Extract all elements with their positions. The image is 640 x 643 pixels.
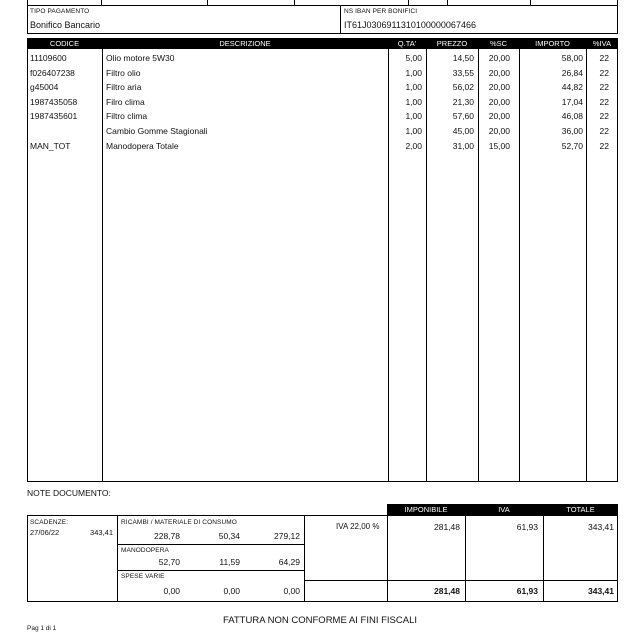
cell-quantity: 1,00	[405, 67, 422, 78]
cell-amount: 58,00	[561, 53, 583, 63]
cell-description: Filtro clima	[106, 111, 148, 122]
misc-label: SPESE VARIE	[121, 573, 165, 580]
payment-type-value: Bonifico Bancario	[30, 20, 101, 30]
column-header-discount: %SC	[489, 39, 508, 48]
payment-box	[27, 5, 618, 34]
cell-description: Manodopera Totale	[106, 140, 179, 151]
parts-total: 279,12	[274, 531, 300, 541]
total-taxable: 281,48	[434, 586, 460, 596]
cell-quantity: 2,00	[405, 140, 422, 151]
cell-price: 31,00	[452, 140, 474, 151]
cell-quantity: 1,00	[405, 82, 422, 93]
column-header-price: PREZZO	[436, 39, 468, 48]
cell-discount: 20,00	[488, 82, 510, 93]
cell-amount: 17,04	[561, 96, 583, 107]
cell-code: 1987435058	[30, 96, 78, 107]
deadlines-label: SCADENZE:	[30, 519, 69, 526]
cell-amount: 44,82	[561, 82, 583, 93]
parts-label: RICAMBI / MATERIALE DI CONSUMO	[121, 519, 237, 526]
cell-price: 56,02	[452, 82, 474, 93]
header-total: TOTALE	[566, 505, 595, 514]
iban-label: NS IBAN PER BONIFICI	[344, 8, 418, 15]
grand-total: 343,41	[588, 586, 614, 596]
labor-label: MANODOPERA	[121, 547, 169, 554]
cell-price: 45,00	[452, 126, 474, 136]
header-taxable: IMPONIBILE	[404, 505, 448, 514]
cell-amount: 26,84	[561, 67, 583, 78]
column-header-description: DESCRIZIONE	[219, 39, 271, 48]
cell-vat: 22	[599, 140, 609, 151]
cell-discount: 20,00	[488, 126, 510, 136]
page-number: Pag 1 di 1	[27, 625, 57, 632]
deadline-amount: 343,41	[90, 528, 113, 537]
cell-amount: 46,08	[561, 111, 583, 122]
cell-discount: 15,00	[488, 140, 510, 151]
cell-code: 11109600	[30, 53, 67, 63]
column-header-vat: %IVA	[592, 39, 612, 48]
labor-taxable: 52,70	[158, 557, 180, 567]
cell-quantity: 1,00	[405, 126, 422, 136]
cell-price: 21,30	[452, 96, 474, 107]
cell-vat: 22	[599, 111, 609, 122]
cell-quantity: 1,00	[405, 96, 422, 107]
cell-description: Cambio Gomme Stagionali	[106, 126, 208, 136]
labor-total: 64,29	[278, 557, 300, 567]
misc-vat: 0,00	[223, 586, 240, 596]
parts-taxable: 228,78	[154, 531, 180, 541]
deadline-date: 27/06/22	[30, 528, 60, 537]
cell-amount: 52,70	[561, 140, 583, 151]
cell-quantity: 1,00	[405, 111, 422, 122]
vat-row-total: 343,41	[588, 522, 614, 532]
cell-description: Filtro aria	[106, 82, 142, 93]
column-header-code: CODICE	[49, 39, 80, 48]
vat-row-vat: 61,93	[516, 522, 538, 532]
cell-code: f026407238	[30, 67, 75, 78]
vat-row-taxable: 281,48	[434, 522, 460, 532]
column-header-quantity: Q.TA'	[397, 39, 417, 48]
column-header-amount: IMPORTO	[535, 39, 570, 48]
parts-vat: 50,34	[218, 531, 240, 541]
cell-price: 33,55	[452, 67, 474, 78]
fiscal-notice: FATTURA NON CONFORME AI FINI FISCALI	[222, 615, 418, 626]
cell-vat: 22	[599, 53, 609, 63]
cell-discount: 20,00	[488, 111, 510, 122]
cell-description: Filro clima	[106, 96, 145, 107]
total-vat: 61,93	[516, 586, 538, 596]
cell-vat: 22	[599, 82, 609, 93]
payment-type-label: TIPO PAGAMENTO	[30, 8, 90, 15]
cell-vat: 22	[599, 96, 609, 107]
cell-vat: 22	[599, 67, 609, 78]
cell-code: 1987435601	[30, 111, 78, 122]
labor-vat: 11,59	[219, 557, 240, 567]
cell-description: Olio motore 5W30	[106, 53, 175, 63]
cell-discount: 20,00	[488, 96, 510, 107]
cell-discount: 20,00	[488, 67, 510, 78]
cell-quantity: 5,00	[405, 53, 422, 63]
misc-total: 0,00	[283, 586, 300, 596]
cell-discount: 20,00	[488, 53, 510, 63]
cell-price: 57,60	[452, 111, 474, 122]
cell-amount: 36,00	[561, 126, 583, 136]
iban-value: IT61J0306911310100000067466	[344, 20, 476, 30]
cell-price: 14,50	[452, 53, 474, 63]
misc-taxable: 0,00	[163, 586, 180, 596]
cell-vat: 22	[599, 126, 609, 136]
header-vat: IVA	[498, 505, 510, 514]
document-notes-label: NOTE DOCUMENTO:	[27, 488, 111, 498]
cell-code: g45004	[30, 82, 59, 93]
cell-description: Filtro olio	[106, 67, 141, 78]
vat-rate-label: IVA 22,00 %	[336, 522, 380, 531]
cell-code: MAN_TOT	[30, 140, 71, 151]
